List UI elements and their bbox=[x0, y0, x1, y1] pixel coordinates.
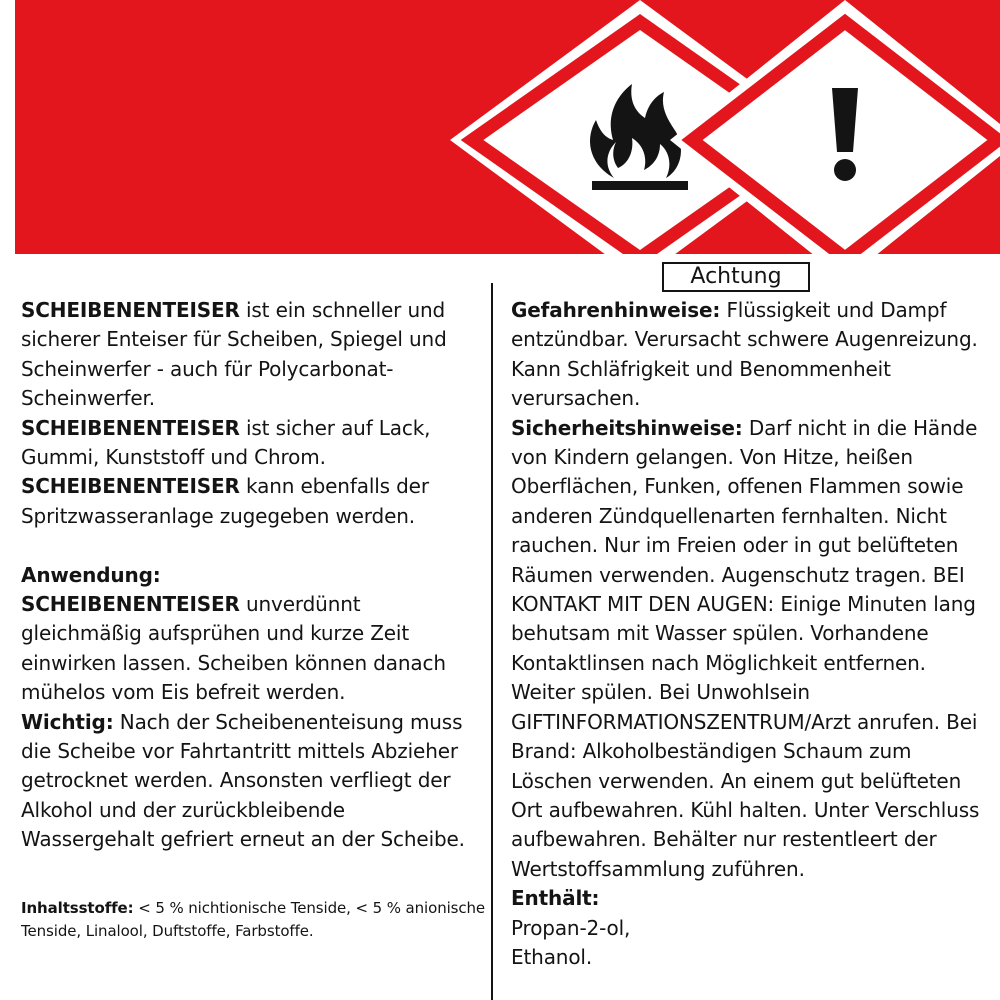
product-description-column bbox=[21, 296, 483, 855]
brand-name: SCHEIBENENTEISER bbox=[21, 298, 240, 322]
washer-paragraph: SCHEIBENENTEISER kann ebenfalls der Spritzwasseranlage zugegeben werden. bbox=[21, 474, 429, 528]
ingredients-note: Inhaltsstoffe: < 5 % nichtionische Tenside, < 5 % anionische Tenside, Linalool, Duftstoffe, Farbstoffe. bbox=[21, 899, 486, 940]
spacer bbox=[21, 531, 483, 560]
ingredients-label: Inhaltsstoffe: bbox=[21, 899, 134, 917]
contains-heading: Enthält: bbox=[511, 886, 600, 911]
precautionary-statements: Sicherheitshinweise: Darf nicht in die Hände von Kindern gelangen. Von Hitze, heißen Oberflächen, Funken, offenen Flammen sowie anderen Zündquellenarten fernhalten. Nicht rauchen. Nur im Freien oder in gut belüfteten Räumen verwenden. Augenschutz tragen. BEI KONTAKT MIT DEN AUGEN: Einige Minuten lang behutsam mit Wasser spülen. Vorhandene Kontaktlinsen nach Möglichkeit entfernen. Weiter spülen. Bei Unwohlsein GIFTINFORMATIONSZENTRUM/Arzt anrufen. Bei Brand: Alkoholbeständigen Schaum zum Löschen verwenden. An einem gut belüfteten Ort aufbewahren. Kühl halten. Unter Verschluss aufbewahren. Behälter nur restentleert der Wertstoffsammlung zuführen. bbox=[511, 415, 980, 881]
ghs-pictograms bbox=[0, 0, 1000, 254]
column-divider bbox=[491, 283, 493, 1000]
safety-column bbox=[511, 296, 991, 972]
brand-name: SCHEIBENENTEISER bbox=[21, 592, 240, 617]
compatibility-paragraph: SCHEIBENENTEISER ist sicher auf Lack, Gummi, Kunststoff und Chrom. bbox=[21, 415, 431, 470]
intro-paragraph: SCHEIBENENTEISER ist ein schneller und sicherer Enteiser für Scheiben, Spiegel und Scheinwerfer - auch für Polycarbonat-Scheinwerfer. bbox=[21, 298, 447, 411]
hazard-statements: Gefahrenhinweise: Flüssigkeit und Dampf entzündbar. Verursacht schwere Augenreizung. Kann Schläfrigkeit und Benommenheit verursachen. bbox=[511, 298, 978, 411]
important-paragraph: Wichtig: Nach der Scheibenenteisung muss die Scheibe vor Fahrtantritt mittels Abzieher getrocknet werden. Ansonsten verfliegt der Alkohol und der zurückbleibende Wassergehalt gefriert erneut an der Scheibe. bbox=[21, 709, 465, 852]
exclamation-mark-icon bbox=[832, 88, 858, 181]
contains-item: Propan-2-ol, bbox=[511, 915, 631, 940]
safety-label: Sicherheitshinweise: bbox=[511, 415, 743, 440]
brand-name: SCHEIBENENTEISER bbox=[21, 415, 240, 440]
important-label: Wichtig: bbox=[21, 709, 114, 734]
hazard-label: Gefahrenhinweise: bbox=[511, 298, 721, 322]
usage-paragraph: SCHEIBENENTEISER unverdünnt gleichmäßig aufsprühen und kurze Zeit einwirken lassen. Scheiben können danach mühelos vom Eis befreit werden. bbox=[21, 592, 446, 705]
brand-name: SCHEIBENENTEISER bbox=[21, 474, 240, 499]
usage-heading: Anwendung: bbox=[21, 562, 161, 587]
contains-item: Ethanol. bbox=[511, 944, 593, 969]
signal-word-achtung: Achtung bbox=[662, 262, 810, 292]
